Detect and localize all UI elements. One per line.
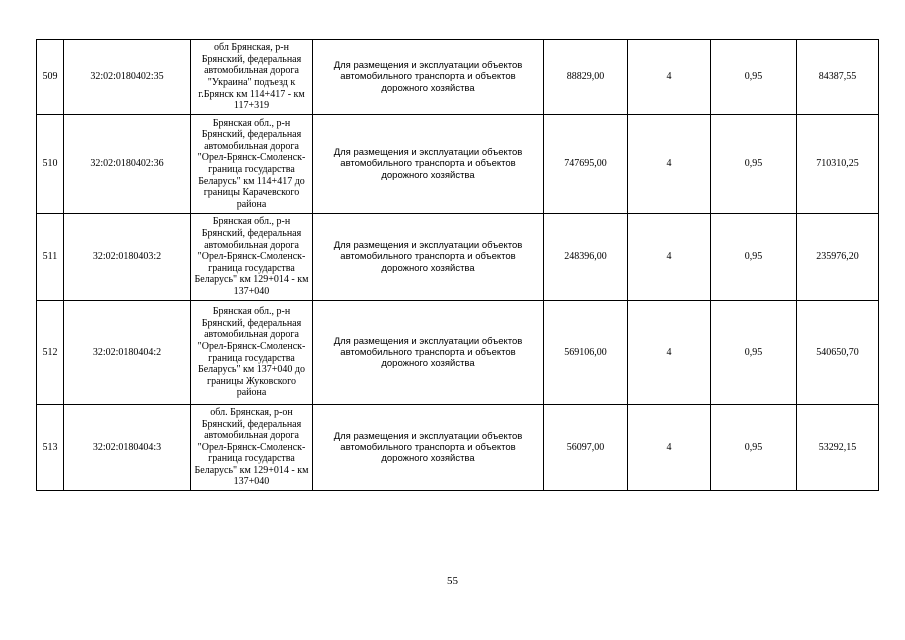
area-value: 88829,00 [544, 40, 628, 115]
category-value: 4 [628, 40, 711, 115]
coefficient-value: 0,95 [711, 115, 797, 214]
result-value: 235976,20 [797, 214, 879, 301]
coefficient-value: 0,95 [711, 40, 797, 115]
location-address: Брянская обл., р-н Брянский, федеральная автомобильная дорога "Орел-Брянск-Смоленск-граница государства Беларусь" км 129+014 - км 137+040 [191, 214, 313, 301]
area-value: 747695,00 [544, 115, 628, 214]
cadastral-number: 32:02:0180402:36 [64, 115, 191, 214]
cadastral-number: 32:02:0180402:35 [64, 40, 191, 115]
row-number: 511 [37, 214, 64, 301]
coefficient-value: 0,95 [711, 214, 797, 301]
result-value: 84387,55 [797, 40, 879, 115]
category-value: 4 [628, 301, 711, 405]
location-address: обл Брянская, р-н Брянский, федеральная автомобильная дорога "Украина" подъезд к г.Брянск км 114+417 - км 117+319 [191, 40, 313, 115]
result-value: 710310,25 [797, 115, 879, 214]
area-value: 569106,00 [544, 301, 628, 405]
page-number: 55 [447, 575, 458, 587]
row-number: 513 [37, 405, 64, 491]
row-number: 512 [37, 301, 64, 405]
table-row [37, 405, 879, 491]
row-number: 509 [37, 40, 64, 115]
category-value: 4 [628, 405, 711, 491]
cadastral-number: 32:02:0180403:2 [64, 214, 191, 301]
area-value: 248396,00 [544, 214, 628, 301]
cadastral-number: 32:02:0180404:3 [64, 405, 191, 491]
permitted-use: Для размещения и эксплуатации объектов автомобильного транспорта и объектов дорожного хозяйства [313, 40, 544, 115]
permitted-use: Для размещения и эксплуатации объектов автомобильного транспорта и объектов дорожного хозяйства [313, 301, 544, 405]
cadastral-number: 32:02:0180404:2 [64, 301, 191, 405]
area-value: 56097,00 [544, 405, 628, 491]
table-row [37, 115, 879, 214]
coefficient-value: 0,95 [711, 301, 797, 405]
permitted-use: Для размещения и эксплуатации объектов автомобильного транспорта и объектов дорожного хозяйства [313, 405, 544, 491]
coefficient-value: 0,95 [711, 405, 797, 491]
category-value: 4 [628, 214, 711, 301]
table-row [37, 301, 879, 405]
permitted-use: Для размещения и эксплуатации объектов автомобильного транспорта и объектов дорожного хозяйства [313, 115, 544, 214]
location-address: обл. Брянская, р-он Брянский, федеральная автомобильная дорога "Орел-Брянск-Смоленск-граница государства Беларусь" км 129+014 - км 137+040 [191, 405, 313, 491]
location-address: Брянская обл., р-н Брянский, федеральная автомобильная дорога "Орел-Брянск-Смоленск-граница государства Беларусь" км 114+417 до границы Карачевского района [191, 115, 313, 214]
result-value: 540650,70 [797, 301, 879, 405]
land-registry-table [36, 39, 879, 491]
permitted-use: Для размещения и эксплуатации объектов автомобильного транспорта и объектов дорожного хозяйства [313, 214, 544, 301]
table-row [37, 214, 879, 301]
result-value: 53292,15 [797, 405, 879, 491]
row-number: 510 [37, 115, 64, 214]
category-value: 4 [628, 115, 711, 214]
location-address: Брянская обл., р-н Брянский, федеральная автомобильная дорога "Орел-Брянск-Смоленск-граница государства Беларусь" км 137+040 до границы Жуковского района [191, 301, 313, 405]
table-row [37, 40, 879, 115]
